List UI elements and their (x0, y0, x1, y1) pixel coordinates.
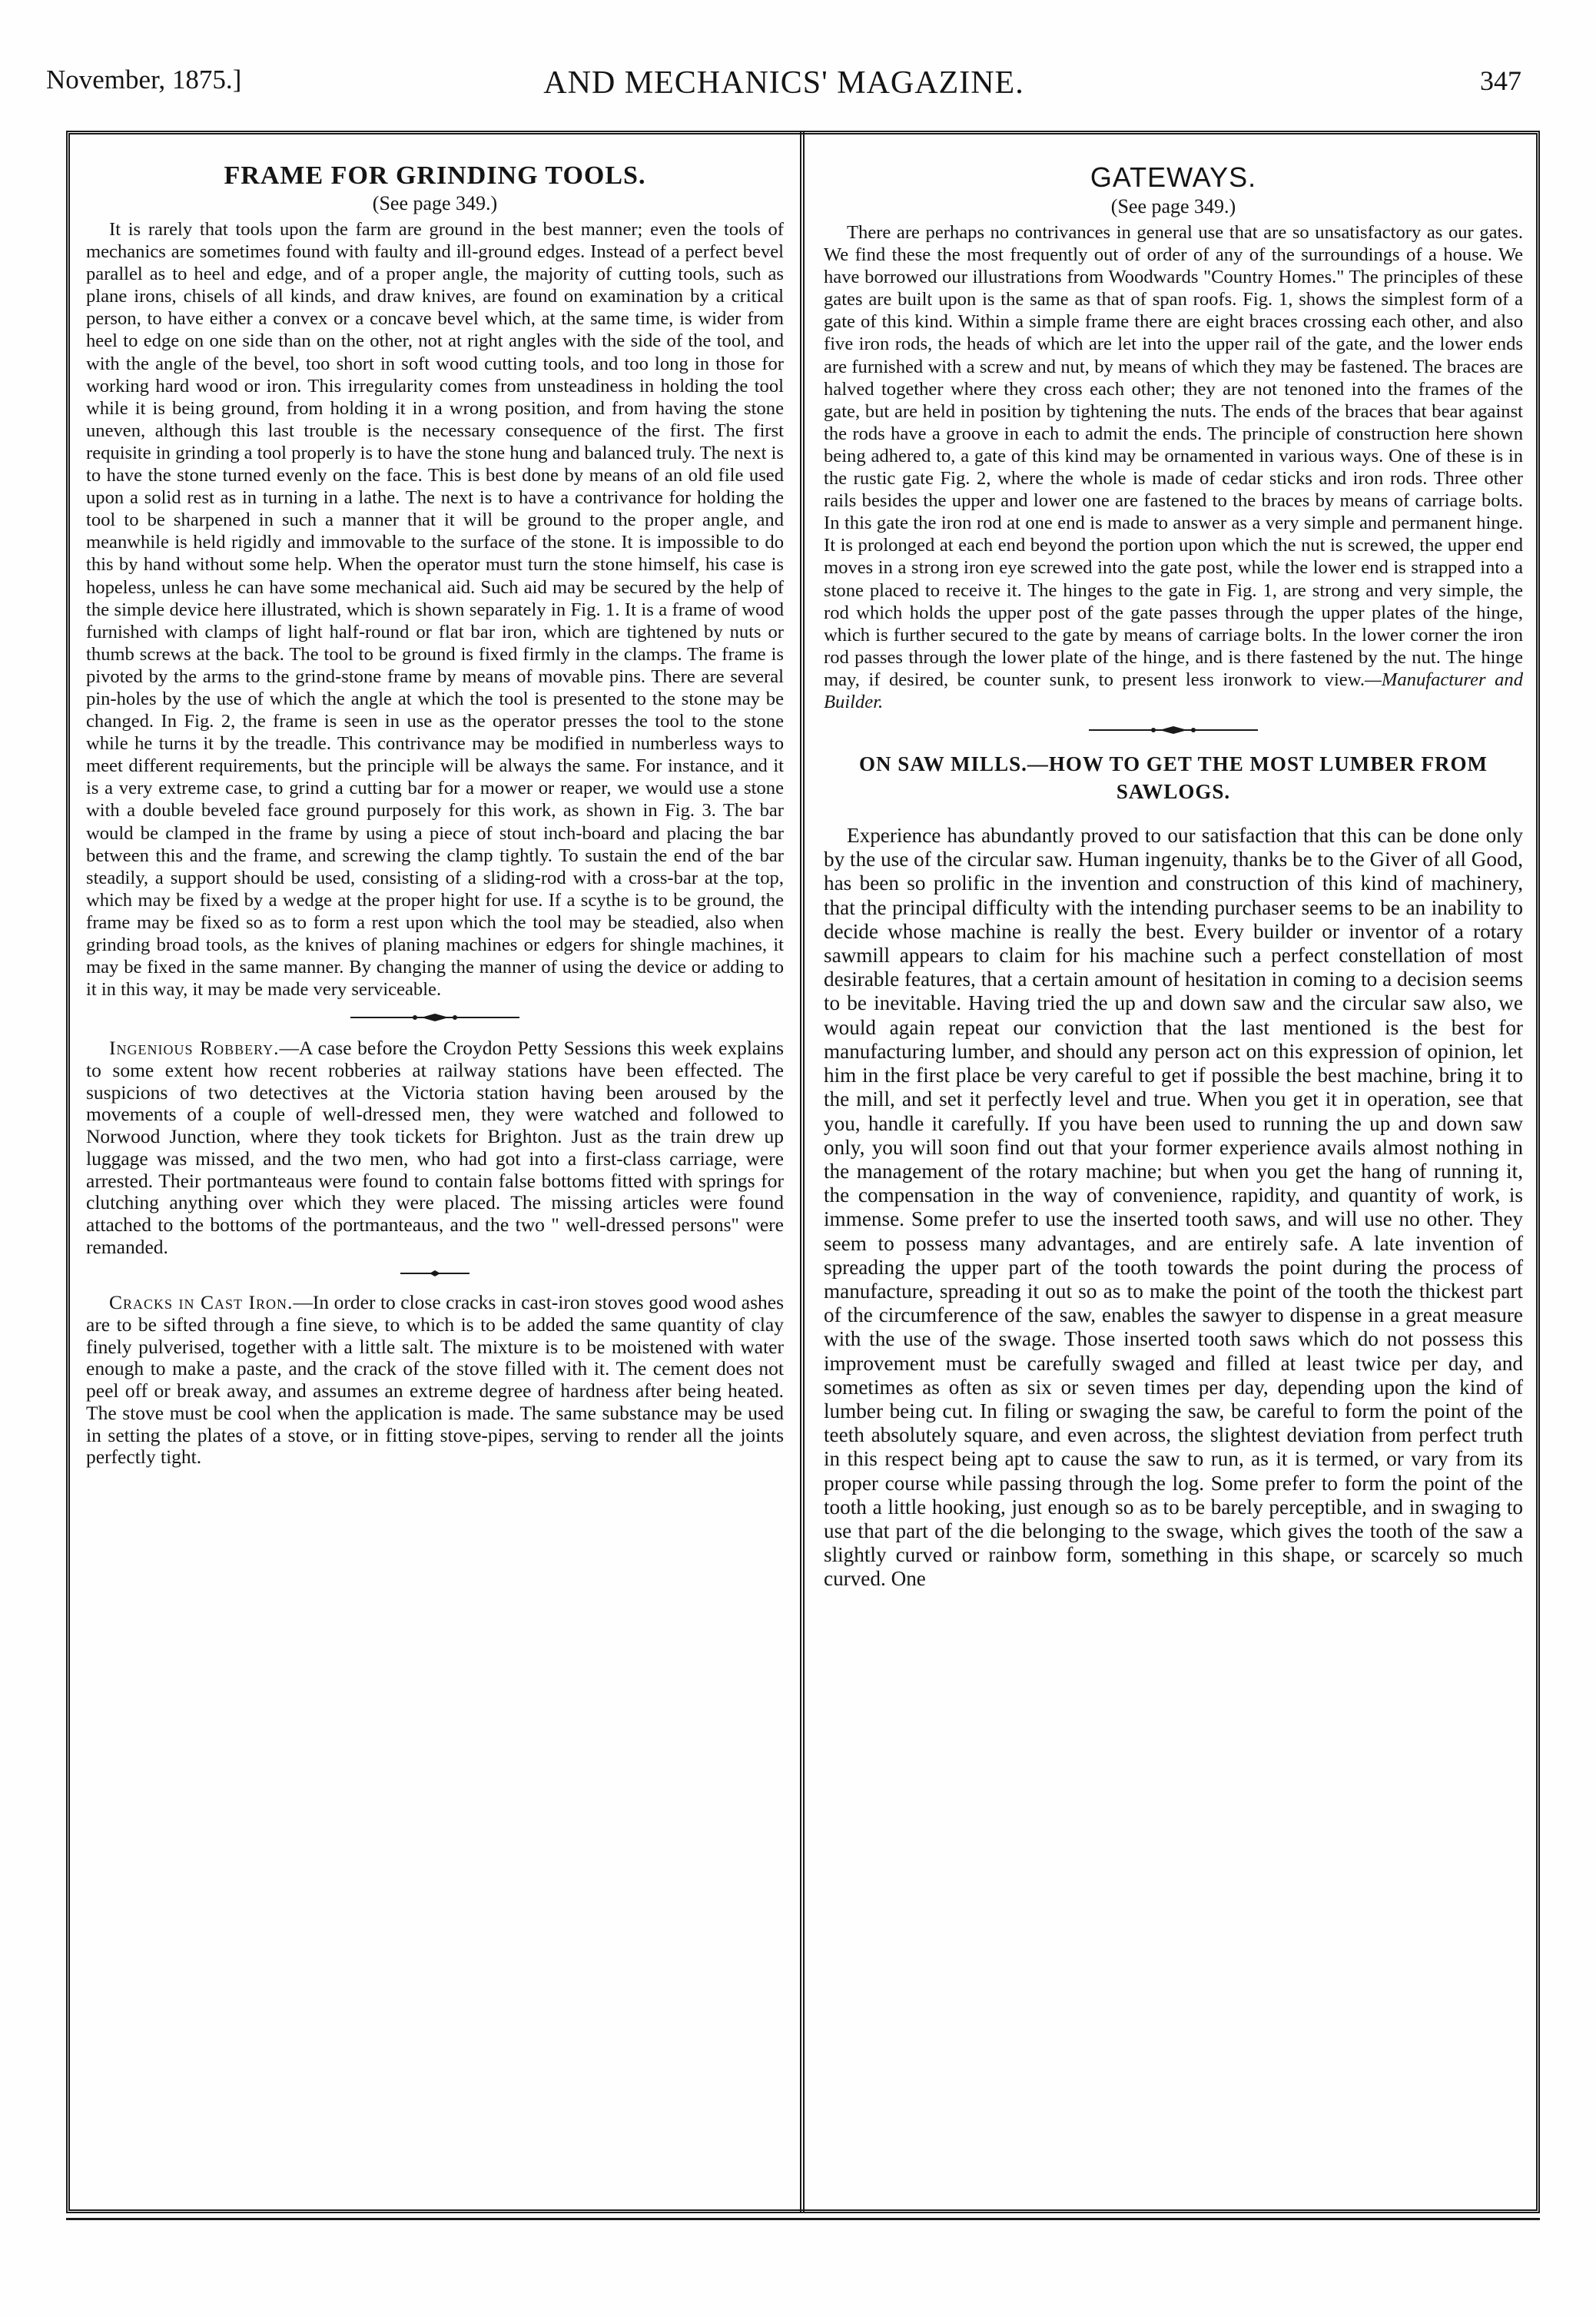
header-page-number: 347 (1480, 65, 1521, 96)
article-on-saw-mills (824, 750, 1523, 1592)
article-title: FRAME FOR GRINDING TOOLS. (224, 161, 646, 190)
article-paragraph (86, 1037, 784, 1258)
article-body: —A case before the Croydon Petty Sessions this week explains to some extent how recent robberies at railway stations have been effected. The suspicions of two detectives at the Victoria station having been aroused by the movements of a couple of well-dressed men, they were watched and followed to Norwood Junction, where they took tickets for Brighton. Just as the train drew up luggage was missed, and the two men, who had got into a first-class carriage, were arrested. Their portmanteaus were found to contain false bottoms fitted with springs for clutching anything over which they were placed. The missing articles were found attached to the bottoms of the portmanteaus, and the two " well-dressed persons" were remanded. (86, 1037, 785, 1258)
article-signature: —Manufacturer and Builder. (824, 669, 1523, 712)
short-rule (400, 1269, 470, 1278)
article-paragraph (824, 221, 1523, 713)
page-header (46, 65, 1521, 111)
header-date: November, 1875.] (46, 65, 242, 95)
left-column (86, 154, 784, 1469)
article-heading: Ingenious Robbery. (109, 1037, 280, 1060)
article-title: ON SAW MILLS.—HOW TO GET THE MOST LUMBER FROM SAWLOGS. (859, 752, 1488, 804)
right-column (824, 154, 1523, 1592)
article-heading: Cracks in Cast Iron. (109, 1291, 294, 1314)
article-cracks-in-cast-iron (86, 1292, 784, 1469)
article-paragraph (86, 1292, 784, 1469)
article-body: —In order to close cracks in cast-iron stoves good wood ashes are to be sifted through a fine sieve, to which is to be added the same quantity of clay finely pulverised, together with a little salt. The mixture is to be moistened with water enough to make a paste, and the crack of the stove filled with it. The cement does not peel off or break away, and assumes an extreme degree of hardness after being heated. The stove must be cool when the application is made. The same substance may be used in setting the plates of a stove, or in fitting stove-pipes, serving to render all the joints perfectly tight. (86, 1291, 784, 1469)
see-page-note: (See page 349.) (372, 192, 498, 214)
article-gateways (824, 161, 1523, 713)
ornamental-rule (1089, 724, 1258, 736)
column-divider (800, 131, 805, 2213)
bottom-rule (66, 2218, 1540, 2220)
article-title: GATEWAYS. (1090, 161, 1257, 193)
header-magazine-title: AND MECHANICS' MAGAZINE. (543, 65, 1024, 101)
article-body: It is rarely that tools upon the farm are ground in the best manner; even the tools of mechanics are sometimes found with faulty and ill-ground edges. Instead of a perfect bevel parallel as to heel and edge, and of a proper angle, the majority of cutting tools, such as plane irons, chisels of all kinds, and draw knives, are found on examination by a critical person, to have either a convex or a concave bevel which, at the same time, is wider from heel to edge on one side than on the other, not at right angles with the side of the tool, and with the angle of the bevel, too short in soft wood cutting tools, and too long in those for working hard wood or iron. This irregularity comes from unsteadiness in holding the tool while it is being ground, from holding it in a wrong position, and from having the stone uneven, although this last trouble is the necessary consequence of the first. The first requisite in grinding a tool properly is to have the stone hung and balanced truly. The next is to have the stone turned evenly on the face. This is best done by means of an old file used upon a solid rest as in turning in a lathe. The next is to have a contrivance for holding the tool to be sharpened in such a manner that it will be ground to the proper angle, and meanwhile is held rigidly and immovable to the surface of the stone. It is impossible to do this by hand without some help. When the operator must turn the stone himself, his case is hopeless, unless he can have some mechanical aid. Such aid may be secured by the help of the simple device here illustrated, which is shown separately in Fig. 1. It is a frame of wood furnished with clamps of light half-round or flat bar iron, which are tightened by nuts or thumb screws at the back. The tool to be ground is fixed firmly in the clamps. The frame is pivoted by the arms to the grind-stone frame by means of movable pins. There are several pin-holes by the use of which the angle at which the tool is presented to the stone may be changed. In Fig. 2, the frame is seen in use as the operator presses the tool to the stone while he turns it by the treadle. This contrivance may be modified in numberless ways to meet different requirements, but the principle will be always the same. For instance, and it is a very extreme case, to grind a cutting bar for a mower or reaper, we would use a stone with a double beveled face ground purposely for this work, as shown in Fig. 3. The bar would be clamped in the frame by using a piece of stout inch-board and placing the bar between this and the frame, and screwing the clamp tightly. To sustain the end of the bar steadily, a support should be used, consisting of a sliding-rod with a cross-bar at the top, which may be fixed by a wedge at the proper hight for use. If a scythe is to be ground, the frame may be fixed so as to form a rest upon which the tool may be steadied, also when grinding broad tools, as the knives of planing machines or edgers for shingle machines, it may be fixed in the same manner. By changing the manner of using the device or adding to it in this way, it may be made very serviceable. (86, 219, 784, 1001)
article-ingenious-robbery (86, 1037, 784, 1258)
article-frame-for-grinding-tools (86, 161, 784, 1001)
ornamental-rule (350, 1011, 519, 1024)
article-body: There are perhaps no contrivances in general use that are so unsatisfactory as our gates. We find these the most frequently out of order of any of the surroundings of a house. We have borrowed our illustrations from Woodwards "Country Homes." The principles of these gates are built upon is the same as that of span roofs. Fig. 1, shows the simplest form of a gate of this kind. Within a simple frame there are eight braces crossing each other, and also five iron rods, the heads of which are let into the upper rail of the gate, and the lower ends are furnished with a screw and nut, by means of which they may be fastened. The braces are halved together where they cross each other; they are not tenoned into the frames of the gate, but are held in position by tightening the nuts. The ends of the braces that bear against the rods have a groove in each to admit the ends. The principle of construction here shown being adhered to, a gate of this kind may be ornamented in various ways. One of these is in the rustic gate Fig. 2, where the whole is made of cedar sticks and iron rods. Three other rails besides the upper and lower one are fastened to the braces by means of carriage bolts. In this gate the iron rod at one end is made to answer as a very simple and permanent hinge. It is prolonged at each end beyond the portion upon which the nut is screwed, the upper end moves in a strong iron eye screwed into the gate post, while the lower end is strapped into a stone placed to receive it. The hinges to the gate in Fig. 1, are strong and very simple, the rod which holds the upper post of the gate passes through the upper plates of the hinge, which is further secured to the gate by means of carriage bolts. In the lower corner the iron rod passes through the lower plate of the hinge, and is there fastened by the nut. The hinge may, if desired, be counter sunk, to present less ironwork to view. (824, 222, 1523, 690)
article-body: Experience has abundantly proved to our satisfaction that this can be done only by the use of the circular saw. Human ingenuity, thanks be to the Giver of all Good, has been so prolific in the invention and construction of this kind of machinery, that the principal difficulty with the intending purchaser seems to be an inability to decide whose machine is really the best. Every builder or inventor of a rotary sawmill appears to claim for his machine such a perfect constellation of most desirable features, that a certain amount of hesitation in coming to a decision seems to be inevitable. Having tried the up and down saw and the circular saw also, we would again repeat our conviction that the last mentioned is the best for manufacturing lumber, and should any person act on this expression of opinion, let him in the first place be very careful to get if possible the best machine, bring it to the mill, and set it perfectly level and true. When you get it in operation, see that you, handle it carefully. If you have been used to running the up and down saw only, you will soon find out that your former experience avails almost nothing in the management of the rotary machine; but when you get the hang of running it, the compensation in the way of convenience, rapidity, and quantity of work, is immense. Some prefer to use the inserted tooth saws, and will use no other. They seem to possess many advantages, and are entirely safe. A late invention of spreading the upper part of the tooth towards the point during the process of manufacture, spreading it out so as to make the point of the tooth the thickest part of the circumference of the saw, enables the sawyer to dispense in a great measure with the use of the swage. Those inserted tooth saws which do not possess this improvement must be carefully swaged and filled at least twice per day, and sometimes as often as six or seven times per day, depending upon the kind of lumber being cut. In filing or swaging the saw, be careful to form the point of the teeth absolutely square, and even across, the slightest deviation from perfect truth in this respect being apt to cause the saw to run, as it is termed, or vary from its proper course while passing through the log. Some prefer to form the point of the tooth a little hooking, just enough so as to be barely perceptible, and in swaging to use that part of the die belonging to the swage, which gives the tooth of the saw a slightly curved or rainbow form, something in this shape, or scarcely so much curved. One (824, 824, 1523, 1591)
see-page-note: (See page 349.) (1110, 195, 1236, 217)
